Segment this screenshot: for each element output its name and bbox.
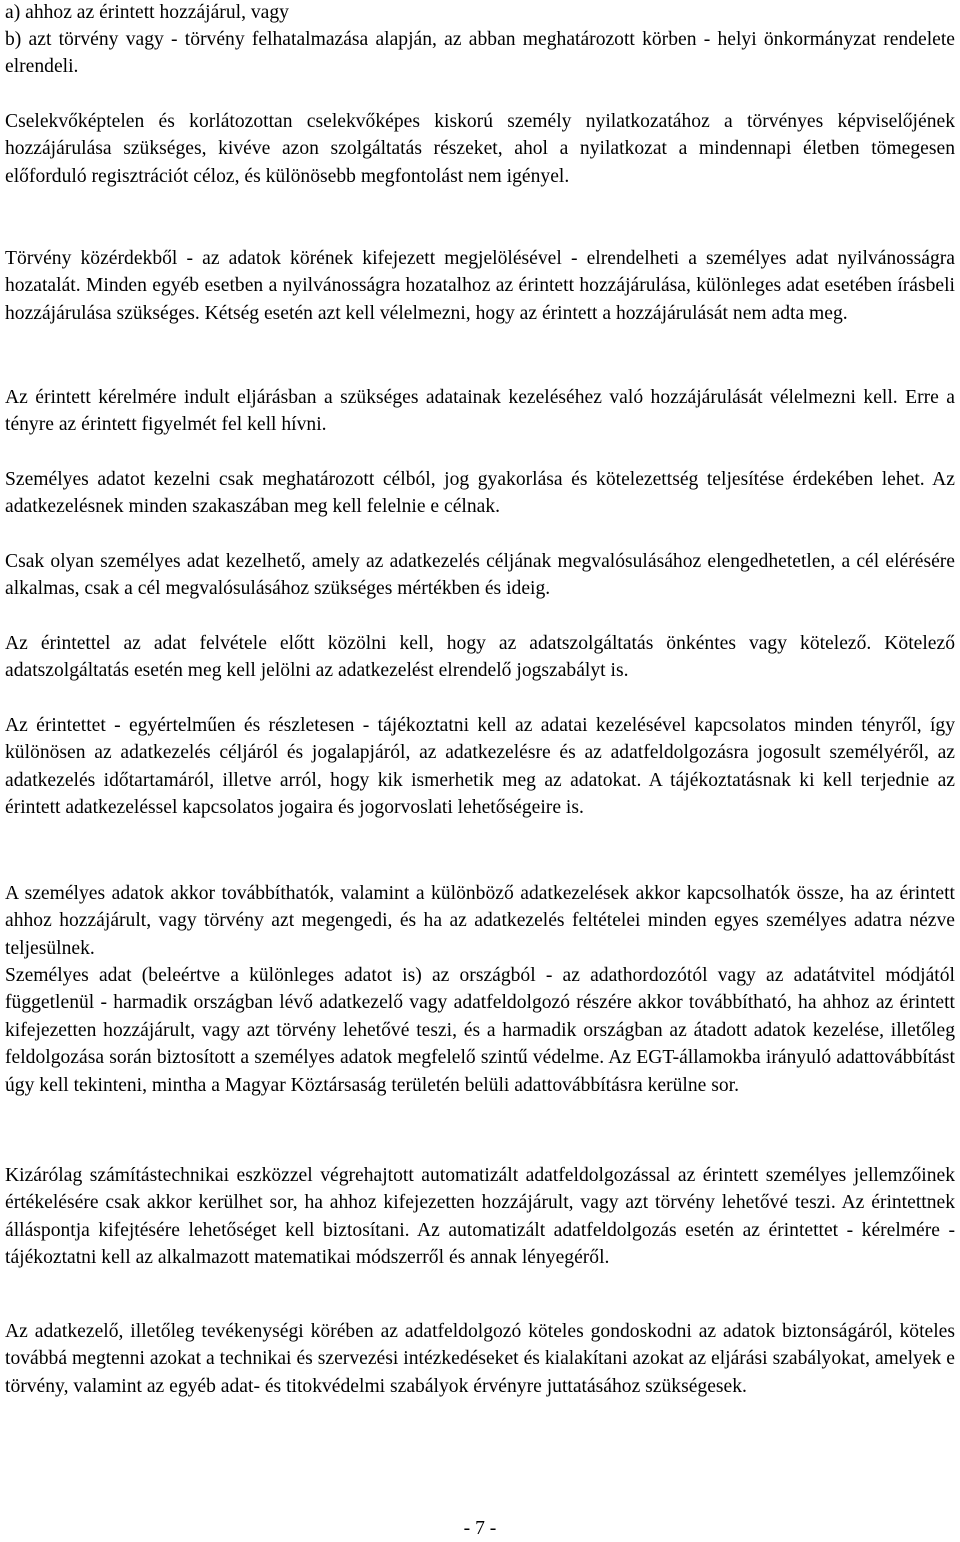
paragraph: Az érintett kérelmére indult eljárásban a szükséges adatainak kezeléséhez való hozzájárulását vélelmezni kell. Erre a tényre az érintett figyelmét fel kell hívni. [5,387,955,436]
paragraph: Az érintettet - egyértelműen és részletesen - tájékoztatni kell az adatai kezelésével kapcsolatos minden tényről, így különösen az adatkezelés céljáról és jogalapjáról, az adatkezelésre és az adatfeldolgozásra jogosult személyéről, az adatkezelés időtartamáról, illetve arról, hogy kik ismerhetik meg az adatokat. A tájékoztatásnak ki kell terjednie az érintett adatkezeléssel kapcsolatos jogaira és jogorvoslati lehetőségeire is. [5,715,955,819]
page-number: - 7 - [463,1518,497,1539]
paragraph: A személyes adatok akkor továbbíthatók, valamint a különböző adatkezelések akkor kapcsolhatók össze, ha az érintett ahhoz hozzájárult, vagy törvény azt megengedi, és ha az adatkezelés feltételei minden egyes személyes adatra nézve teljesülnek. [5,883,955,959]
paragraph: Törvény közérdekből - az adatok körének kifejezett megjelölésével - elrendelheti a személyes adat nyilvánosságra hozatalát. Minden egyéb esetben a nyilvánosságra hozatalhoz az érintett hozzájárulása, különleges adat esetében írásbeli hozzájárulása szükséges. Kétség esetén azt kell vélelmezni, hogy az érintett a hozzájárulását nem adta meg. [5,248,955,324]
paragraph: Személyes adatot kezelni csak meghatározott célból, jog gyakorlása és kötelezettség teljesítése érdekében lehet. Az adatkezelésnek minden szakaszában meg kell felelnie e célnak. [5,469,955,518]
paragraph: Az érintettel az adat felvétele előtt közölni kell, hogy az adatszolgáltatás önkéntes vagy kötelező. Kötelező adatszolgáltatás esetén meg kell jelölni az adatkezelést elrendelő jogszabályt is. [5,633,955,682]
list-item-b: b) azt törvény vagy - törvény felhatalmazása alapján, az abban meghatározott körben - helyi önkormányzat rendelete elrendeli. [5,29,955,78]
list-item-a: a) ahhoz az érintett hozzájárul, vagy [5,2,289,23]
paragraph: Csak olyan személyes adat kezelhető, amely az adatkezelés céljának megvalósulásához elengedhetetlen, a cél elérésére alkalmas, csak a cél megvalósulásához szükséges mértékben és ideig. [5,551,955,600]
paragraph: Az adatkezelő, illetőleg tevékenységi körében az adatfeldolgozó köteles gondoskodni az adatok biztonságáról, köteles továbbá megtenni azokat a technikai és szervezési intézkedéseket és kialakítani azokat az eljárási szabályokat, amelyek e törvény, valamint az egyéb adat- és titokvédelmi szabályok érvényre juttatásához szükségesek. [5,1321,955,1397]
paragraph: Kizárólag számítástechnikai eszközzel végrehajtott automatizált adatfeldolgozással az érintett személyes jellemzőinek értékelésére csak akkor kerülhet sor, ha ahhoz kifejezetten hozzájárult, vagy azt törvény lehetővé teszi. Az érintettnek álláspontja kifejtésére lehetőséget kell biztosítani. Az automatizált adatfeldolgozás esetén az érintettet - kérelmére - tájékoztatni kell az alkalmazott matematikai módszerről és annak lényegéről. [5,1165,955,1269]
paragraph: Személyes adat (beleértve a különleges adatot is) az országból - az adathordozótól vagy az adatátvitel módjától függetlenül - harmadik országban lévő adatkezelő vagy adatfeldolgozó részére akkor továbbítható, ha ahhoz az érintett kifejezetten hozzájárult, vagy azt törvény lehetővé teszi, és a harmadik országban az átadott adatok kezelése, illetőleg feldolgozása során biztosított a személyes adatok megfelelő szintű védelme. Az EGT-államokba irányuló adattovábbítást úgy kell tekinteni, mintha a Magyar Köztársaság területén belüli adattovábbításra kerülne sor. [5,965,955,1096]
paragraph: Cselekvőképtelen és korlátozottan cselekvőképes kiskorú személy nyilatkozatához a törvényes képviselőjének hozzájárulása szükséges, kivéve azon szolgáltatás részeket, ahol a nyilatkozat a mindennapi életben tömegesen előforduló regisztrációt céloz, és különösebb megfontolást nem igényel. [5,111,955,187]
